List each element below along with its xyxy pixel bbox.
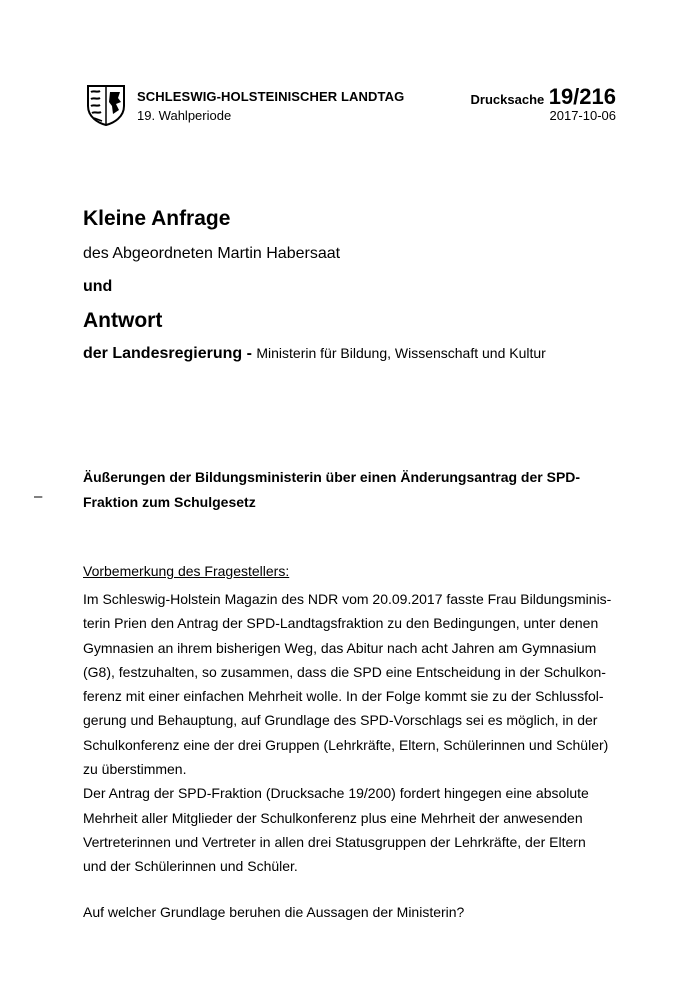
preamble-line: Schulkonferenz eine der drei Gruppen (Lehrkräfte, Eltern, Schülerinnen und Schüler) — [83, 736, 609, 753]
government-label: der Landesregierung - — [83, 345, 257, 362]
question-text: Auf welcher Grundlage beruhen die Aussagen der Ministerin? — [83, 904, 465, 920]
preamble-line: Mehrheit aller Mitglieder der Schulkonferenz plus eine Mehrheit der anwesenden — [83, 809, 583, 826]
subject-line: Fraktion zum Schulgesetz — [83, 493, 256, 510]
subject-line: Äußerungen der Bildungsministerin über einen Änderungsantrag der SPD- — [83, 469, 581, 485]
preamble-line: terin Prien den Antrag der SPD-Landtagsfraktion zu den Bedingungen, unter denen — [83, 615, 599, 632]
preamble-line: Vertreterinnen und Vertreter in allen drei Statusgruppen der Lehrkräfte, der Eltern — [83, 833, 586, 850]
government-line — [83, 345, 546, 363]
ministry-name: Ministerin für Bildung, Wissenschaft und Kultur — [256, 345, 546, 361]
answer-title: Antwort — [83, 309, 163, 332]
document-number — [471, 84, 616, 110]
document-date: 2017-10-06 — [549, 108, 616, 123]
document-author: des Abgeordneten Martin Habersaat — [83, 245, 341, 262]
preamble-line: Gymnasien an ihrem bisherigen Weg, das Abitur nach acht Jahren am Gymnasium — [83, 639, 597, 656]
document-title: Kleine Anfrage — [83, 207, 231, 230]
coat-of-arms-icon — [86, 84, 126, 126]
subject — [83, 465, 623, 514]
preamble-label: Vorbemerkung des Fragestellers: — [83, 563, 290, 579]
margin-dash: – — [34, 488, 43, 505]
legislative-period: 19. Wahlperiode — [137, 108, 232, 123]
preamble-line: (G8), festzuhalten, so zusammen, dass die SPD eine Entscheidung in der Schulkon- — [83, 663, 606, 680]
parliament-name: SCHLESWIG-HOLSTEINISCHER LANDTAG — [137, 89, 405, 104]
preamble-line: Im Schleswig-Holstein Magazin des NDR vom 20.09.2017 fasste Frau Bildungsminis- — [83, 591, 612, 607]
preamble-line: gerung und Behauptung, auf Grundlage des SPD-Vorschlags sei es möglich, in der — [83, 712, 598, 729]
preamble-line: Der Antrag der SPD-Fraktion (Drucksache 19/200) fordert hingegen eine absolute — [83, 785, 589, 802]
drucksache-label: Drucksache — [470, 92, 545, 107]
preamble-text — [83, 587, 628, 879]
preamble-line: und der Schülerinnen und Schüler. — [83, 858, 298, 875]
preamble-line: ferenz mit einer einfachen Mehrheit wolle. In der Folge kommt sie zu der Schlussfol- — [83, 688, 604, 705]
drucksache-number: 19/216 — [548, 84, 616, 109]
preamble-line: zu überstimmen. — [83, 761, 187, 778]
conjunction: und — [83, 278, 113, 295]
